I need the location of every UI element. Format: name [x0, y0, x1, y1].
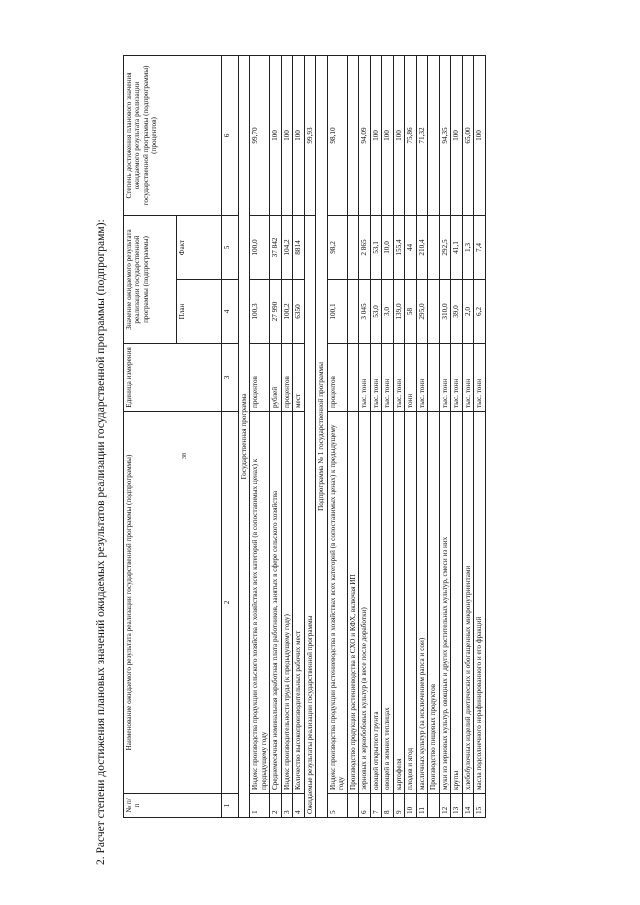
- plan-value: [428, 280, 439, 344]
- row-number: [347, 794, 358, 818]
- row-number: 5: [327, 794, 347, 818]
- result-name: Индекс производства продукции растениеводства в хозяйствах всех категорий (в сопоставимых ценах) к предыдущему году: [327, 412, 347, 794]
- table-row: [359, 55, 370, 817]
- fact-value: 1,3: [462, 215, 473, 279]
- plan-value: 58: [405, 280, 416, 344]
- plan-value: 6350: [293, 280, 304, 344]
- fact-value: 210,4: [416, 215, 427, 279]
- row-number: 4: [293, 794, 304, 818]
- plan-value: 53,0: [370, 280, 381, 344]
- column-number: 2: [222, 412, 239, 794]
- result-name: овощей в зимних теплицах: [382, 412, 393, 794]
- header-fact: Факт: [177, 215, 222, 279]
- degree-value: [347, 55, 358, 215]
- unit: процентов: [327, 344, 347, 412]
- plan-value: 295,0: [416, 280, 427, 344]
- column-number: 4: [222, 280, 239, 344]
- row-number: 6: [359, 794, 370, 818]
- row-number: 11: [416, 794, 427, 818]
- fact-value: 7,4: [474, 215, 485, 279]
- unit: тыс. тонн: [382, 344, 393, 412]
- table-row: [270, 55, 281, 817]
- table-row: [451, 55, 462, 817]
- result-name: хлебобулочных изделий диетических и обогащенных микронутриентами: [462, 412, 473, 794]
- fact-value: 53,1: [370, 215, 381, 279]
- unit: [347, 344, 358, 412]
- header-degree: Степень достижения планового значения ожидаемого результата реализации государственной программы (подпрограммы) (процентов): [124, 55, 222, 215]
- unit: тыс. тонн: [439, 344, 450, 412]
- fact-value: 37 842: [270, 215, 281, 279]
- row-number: 15: [474, 794, 485, 818]
- fact-value: 292,5: [439, 215, 450, 279]
- result-name: масла подсолнечного нерафинированного и его фракций: [474, 412, 485, 794]
- unit: тыс. тонн: [462, 344, 473, 412]
- fact-value: 2 865: [359, 215, 370, 279]
- result-name: Среднемесячная номинальная заработная плата работников, занятых в сфере сельского хозяйства: [270, 412, 281, 794]
- column-number: 3: [222, 344, 239, 412]
- header-number: № п/п: [124, 794, 222, 818]
- unit: тыс. тонн: [393, 344, 404, 412]
- fact-value: 155,4: [393, 215, 404, 279]
- table-row: [428, 55, 439, 817]
- result-name: Производство пищевых продуктов: [428, 412, 439, 794]
- results-table: [123, 55, 486, 818]
- table-row: [439, 55, 450, 817]
- document-title: 2. Расчет степени достижения плановых значений ожидаемых результатов реализации государственной программы (подпрограмм):: [95, 219, 107, 865]
- table-row: [370, 55, 381, 817]
- fact-value: 41,1: [451, 215, 462, 279]
- fact-value: 8814: [293, 215, 304, 279]
- table-row: [474, 55, 485, 817]
- row-number: 8: [382, 794, 393, 818]
- unit: процентов: [250, 344, 270, 412]
- fact-value: 98,2: [327, 215, 347, 279]
- header-unit: Единица измерения: [124, 344, 222, 412]
- overall-result-value: 99,93: [304, 55, 315, 215]
- unit: тыс. тонн: [370, 344, 381, 412]
- degree-value: 94,35: [439, 55, 450, 215]
- unit: рублей: [270, 344, 281, 412]
- table-row: [347, 55, 358, 817]
- unit: мест: [293, 344, 304, 412]
- overall-result-row: [304, 55, 315, 817]
- unit: тыс. тонн: [416, 344, 427, 412]
- degree-value: 100: [281, 55, 292, 215]
- degree-value: 99,70: [250, 55, 270, 215]
- degree-value: 65,00: [462, 55, 473, 215]
- column-numbers-row: [222, 55, 239, 817]
- unit: тыс. тонн: [474, 344, 485, 412]
- plan-value: 3 045: [359, 280, 370, 344]
- result-name: муки из зерновых культур, овощных и других растительных культур, смеси из них: [439, 412, 450, 794]
- overall-result-label: Ожидаемые результаты реализации государственной программы: [304, 215, 315, 817]
- plan-value: 39,0: [451, 280, 462, 344]
- degree-value: 94,09: [359, 55, 370, 215]
- header-result-name: Наименование ожидаемого результата реализации государственной программы (подпрограммы): [124, 412, 222, 794]
- plan-value: 100,1: [327, 280, 347, 344]
- degree-value: 75,86: [405, 55, 416, 215]
- degree-value: 100: [474, 55, 485, 215]
- fact-value: [428, 215, 439, 279]
- plan-value: [347, 280, 358, 344]
- row-number: 7: [370, 794, 381, 818]
- plan-value: 2,0: [462, 280, 473, 344]
- table-row: [281, 55, 292, 817]
- table-row: [393, 55, 404, 817]
- section-subprogram-1: Подпрограмма № 1 государственной программы: [316, 55, 327, 817]
- degree-value: 100: [293, 55, 304, 215]
- row-number: 1: [250, 794, 270, 818]
- result-name: Производство продукции растениеводства в СХО и КФХ, включая ИП: [347, 412, 358, 794]
- row-number: 2: [270, 794, 281, 818]
- row-number: 3: [281, 794, 292, 818]
- fact-value: [347, 215, 358, 279]
- result-name: картофеля: [393, 412, 404, 794]
- plan-value: 6,2: [474, 280, 485, 344]
- unit: тонн: [405, 344, 416, 412]
- header-plan: План: [177, 280, 222, 344]
- result-name: крупы: [451, 412, 462, 794]
- row-number: 14: [462, 794, 473, 818]
- column-number: 6: [222, 55, 239, 215]
- result-name: масличных культур (за исключением рапса и сои): [416, 412, 427, 794]
- plan-value: 100,3: [250, 280, 270, 344]
- unit: [428, 344, 439, 412]
- degree-value: 100: [270, 55, 281, 215]
- result-name: овощей открытого грунта: [370, 412, 381, 794]
- table-row: [382, 55, 393, 817]
- table-row: [405, 55, 416, 817]
- row-number: 13: [451, 794, 462, 818]
- fact-value: 44: [405, 215, 416, 279]
- fact-value: 104,2: [281, 215, 292, 279]
- plan-value: 27 990: [270, 280, 281, 344]
- page-number: 38: [182, 453, 188, 459]
- plan-value: 310,0: [439, 280, 450, 344]
- table-row: [416, 55, 427, 817]
- unit: тыс. тонн: [451, 344, 462, 412]
- fact-value: 100,0: [250, 215, 270, 279]
- result-name: Индекс производства продукции сельского хозяйства в хозяйствах всех категорий (в сопоставимых ценах) к предыдущему году: [250, 412, 270, 794]
- section-state-program: Государственная программа: [239, 55, 250, 817]
- degree-value: 100: [370, 55, 381, 215]
- degree-value: 71,32: [416, 55, 427, 215]
- unit: тыс. тонн: [359, 344, 370, 412]
- result-name: плодов и ягод: [405, 412, 416, 794]
- row-number: 10: [405, 794, 416, 818]
- table-row: [327, 55, 347, 817]
- row-number: 12: [439, 794, 450, 818]
- table-row: [293, 55, 304, 817]
- unit: процентов: [281, 344, 292, 412]
- row-number: 9: [393, 794, 404, 818]
- degree-value: [428, 55, 439, 215]
- header-value: Значение ожидаемого результата реализации государственной программы (подпрограммы): [124, 215, 177, 343]
- column-number: 5: [222, 215, 239, 279]
- degree-value: 100: [382, 55, 393, 215]
- column-number: 1: [222, 794, 239, 818]
- fact-value: 10,0: [382, 215, 393, 279]
- result-name: Количество высокопроизводительных рабочих мест: [293, 412, 304, 794]
- plan-value: 3,0: [382, 280, 393, 344]
- degree-value: 100: [393, 55, 404, 215]
- table-row: [462, 55, 473, 817]
- row-number: [428, 794, 439, 818]
- plan-value: 139,0: [393, 280, 404, 344]
- table-row: [250, 55, 270, 817]
- degree-value: 100: [451, 55, 462, 215]
- result-name: Индекс производительности труда (к предыдущему году): [281, 412, 292, 794]
- degree-value: 98,10: [327, 55, 347, 215]
- result-name: зерновых и зернобобовых культур (в весе после доработки): [359, 412, 370, 794]
- plan-value: 100,2: [281, 280, 292, 344]
